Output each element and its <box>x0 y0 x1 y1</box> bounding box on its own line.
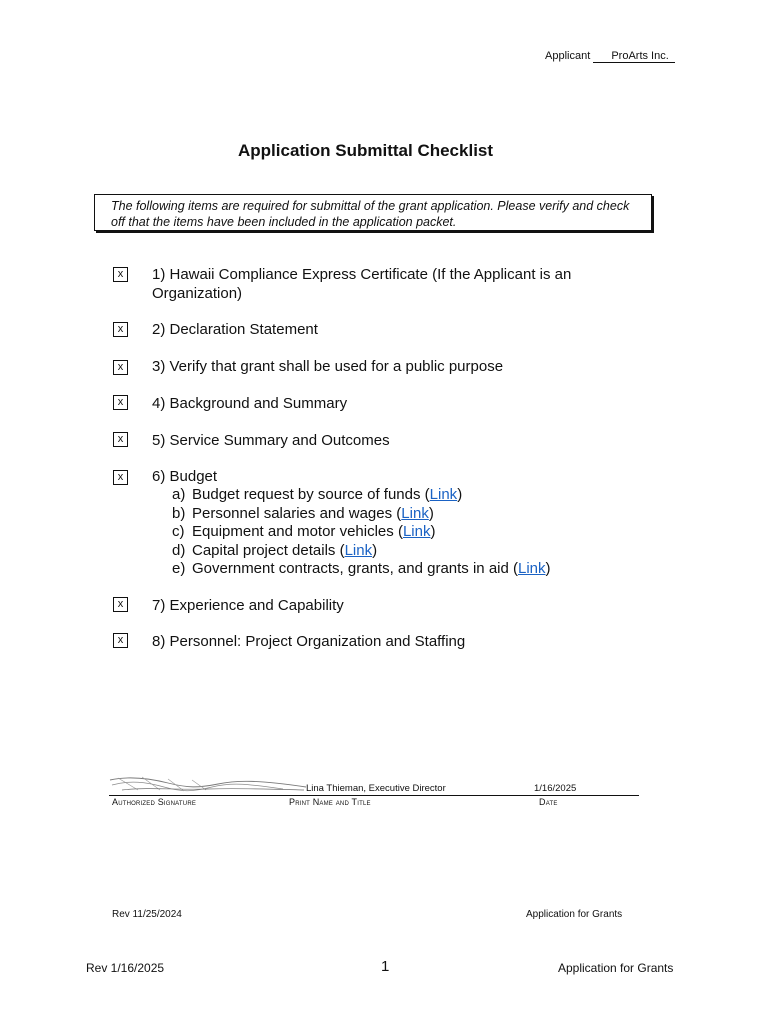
signature-line <box>109 795 639 796</box>
checklist-item-1-line2: Organization) <box>152 285 243 302</box>
authorized-signature-caption: Authorized Signature <box>112 797 197 807</box>
subitem-marker: c) <box>172 523 185 540</box>
subitem-marker: a) <box>172 486 186 503</box>
checklist-item-1-line1: 1) Hawaii Compliance Express Certificate (If the Applicant is an <box>152 266 572 283</box>
checklist-item-6: 6) Budget <box>152 468 218 485</box>
page-title: Application Submittal Checklist <box>238 141 494 160</box>
subitem-suffix: ) <box>545 560 551 577</box>
date-value: 1/16/2025 <box>534 783 577 794</box>
subitem-text: Capital project details ( <box>192 541 345 559</box>
checkbox-item-8[interactable]: x <box>113 633 128 648</box>
subitem-link[interactable]: Link <box>518 560 546 577</box>
budget-subitem-b <box>172 505 551 524</box>
checkbox-item-7[interactable]: x <box>113 597 128 612</box>
page-number: 1 <box>381 958 390 975</box>
checklist-item-1 <box>152 265 571 303</box>
subitem-suffix: ) <box>428 504 434 522</box>
subitem-suffix: ) <box>372 541 378 559</box>
budget-subitem-a <box>172 486 551 505</box>
subitem-text: Equipment and motor vehicles ( <box>192 523 403 540</box>
checkbox-item-6[interactable]: x <box>113 470 128 485</box>
budget-subitem-e <box>172 560 551 579</box>
print-name-value: Lina Thieman, Executive Director <box>306 783 446 794</box>
checklist-item-5: 5) Service Summary and Outcomes <box>152 432 390 449</box>
checklist-item-7: 7) Experience and Capability <box>152 597 344 614</box>
budget-subitem-c <box>172 523 551 542</box>
print-name-caption: Print Name and Title <box>289 797 371 807</box>
date-caption: Date <box>539 797 558 807</box>
subitem-link[interactable]: Link <box>344 541 373 559</box>
checkbox-item-5[interactable]: x <box>113 432 128 447</box>
checklist-item-4: 4) Background and Summary <box>152 395 348 412</box>
checklist-item-2: 2) Declaration Statement <box>152 321 318 338</box>
instructions-box: The following items are required for submittal of the grant application. Please verify and check off that the items have been included in the application packet. <box>94 194 652 231</box>
page-document-name: Application for Grants <box>558 961 674 975</box>
subitem-marker: e) <box>172 560 186 577</box>
checklist-item-8: 8) Personnel: Project Organization and Staffing <box>152 633 466 650</box>
checkbox-item-4[interactable]: x <box>113 395 128 410</box>
budget-subitem-d <box>172 542 551 561</box>
checklist-item-3: 3) Verify that grant shall be used for a public purpose <box>152 358 504 375</box>
budget-subitems <box>172 486 551 579</box>
form-name: Application for Grants <box>526 909 623 920</box>
subitem-link[interactable]: Link <box>401 504 429 522</box>
checkbox-item-1[interactable]: x <box>113 267 128 282</box>
subitem-marker: b) <box>172 504 186 522</box>
applicant-name: ProArts Inc. <box>593 50 674 63</box>
subitem-suffix: ) <box>430 523 436 540</box>
signature-image <box>108 774 308 796</box>
subitem-link[interactable]: Link <box>429 486 458 503</box>
subitem-text: Personnel salaries and wages ( <box>192 504 402 522</box>
subitem-text: Government contracts, grants, and grants in aid ( <box>192 560 518 577</box>
subitem-text: Budget request by source of funds ( <box>192 486 430 503</box>
applicant-label: Applicant <box>545 50 591 62</box>
checkbox-item-2[interactable]: x <box>113 322 128 337</box>
subitem-link[interactable]: Link <box>402 523 431 540</box>
applicant-field <box>545 50 675 63</box>
checkbox-item-3[interactable]: x <box>113 360 128 375</box>
subitem-marker: d) <box>172 541 186 559</box>
form-revision: Rev 11/25/2024 <box>112 909 182 920</box>
page-revision: Rev 1/16/2025 <box>86 961 165 975</box>
subitem-suffix: ) <box>457 486 463 503</box>
